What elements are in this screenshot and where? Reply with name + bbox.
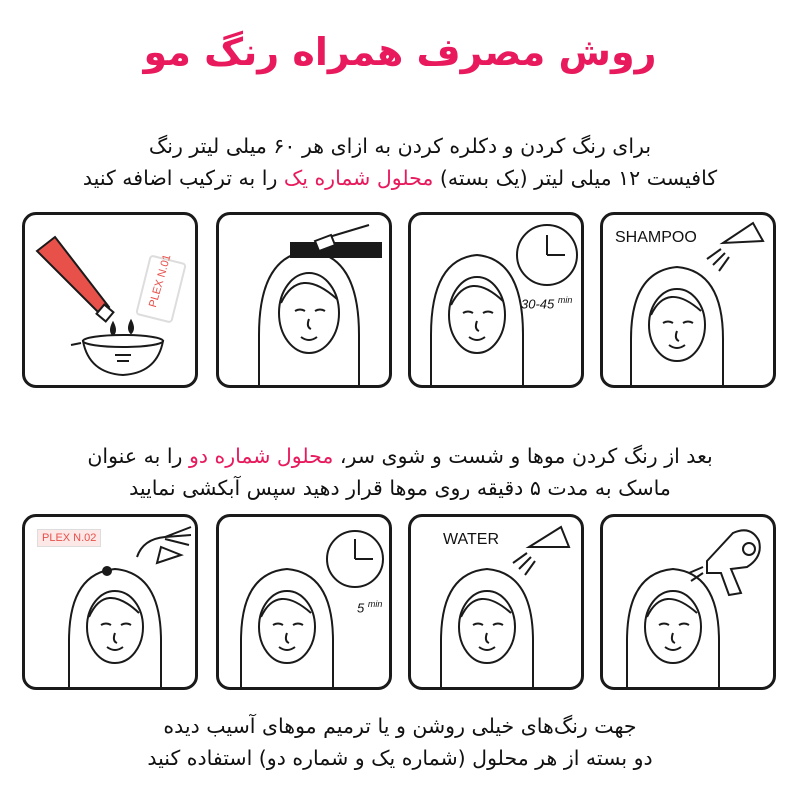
intro-line-2 <box>30 162 770 194</box>
panel-mix-plex-1 <box>22 212 198 388</box>
footer-line-1: جهت رنگ‌های خیلی روشن و یا ترمیم موهای آسیب دیده <box>163 714 637 738</box>
panel-wait-time-2 <box>216 514 392 690</box>
time-2-label <box>357 599 382 615</box>
panel-rinse-water <box>408 514 584 690</box>
water-label: WATER <box>443 531 499 548</box>
time-1-value: 30-45 <box>521 296 555 312</box>
plex-1-label: PLEX N.01 <box>146 253 174 309</box>
time-1-unit: min <box>557 295 573 305</box>
middle-line-1-a: بعد از رنگ کردن موها و شست و شوی سر، <box>333 444 713 468</box>
panel-apply-plex-2 <box>22 514 198 690</box>
intro-line-2-a: کافیست ۱۲ میلی لیتر (یک بسته) <box>433 166 718 190</box>
footer-line-2: دو بسته از هر محلول (شماره یک و شماره دو) استفاده کنید <box>147 746 653 770</box>
plex-2-label: PLEX N.02 <box>37 529 101 547</box>
panel-apply-color <box>216 212 392 388</box>
time-2-value: 5 <box>357 600 365 616</box>
solution-one-highlight: محلول شماره یک <box>283 166 434 190</box>
middle-line-1 <box>30 440 770 472</box>
intro-line-1: برای رنگ کردن و دکلره کردن به ازای هر ۶۰ میلی لیتر رنگ <box>148 134 652 158</box>
solution-two-highlight: محلول شماره دو <box>188 444 334 468</box>
page-title: روش مصرف همراه رنگ مو <box>143 30 657 74</box>
panel-wait-time-1 <box>408 212 584 388</box>
panel-blow-dry <box>600 514 776 690</box>
brush-face-illustration <box>219 215 389 385</box>
shampoo-label: SHAMPOO <box>615 229 697 246</box>
time-1-label <box>521 295 572 311</box>
panel-shampoo <box>600 212 776 388</box>
time-2-unit: min <box>367 599 383 609</box>
intro-text <box>30 130 770 194</box>
middle-line-2: ماسک به مدت ۵ دقیقه روی موها قرار دهید سپس آبکشی نمایید <box>129 476 671 500</box>
intro-line-2-b: را به ترکیب اضافه کنید <box>82 166 284 190</box>
middle-line-1-b: را به عنوان <box>87 444 189 468</box>
dryer-face-illustration <box>603 517 773 687</box>
mix-illustration <box>25 215 195 385</box>
footer-text <box>30 710 770 774</box>
middle-text <box>30 440 770 504</box>
